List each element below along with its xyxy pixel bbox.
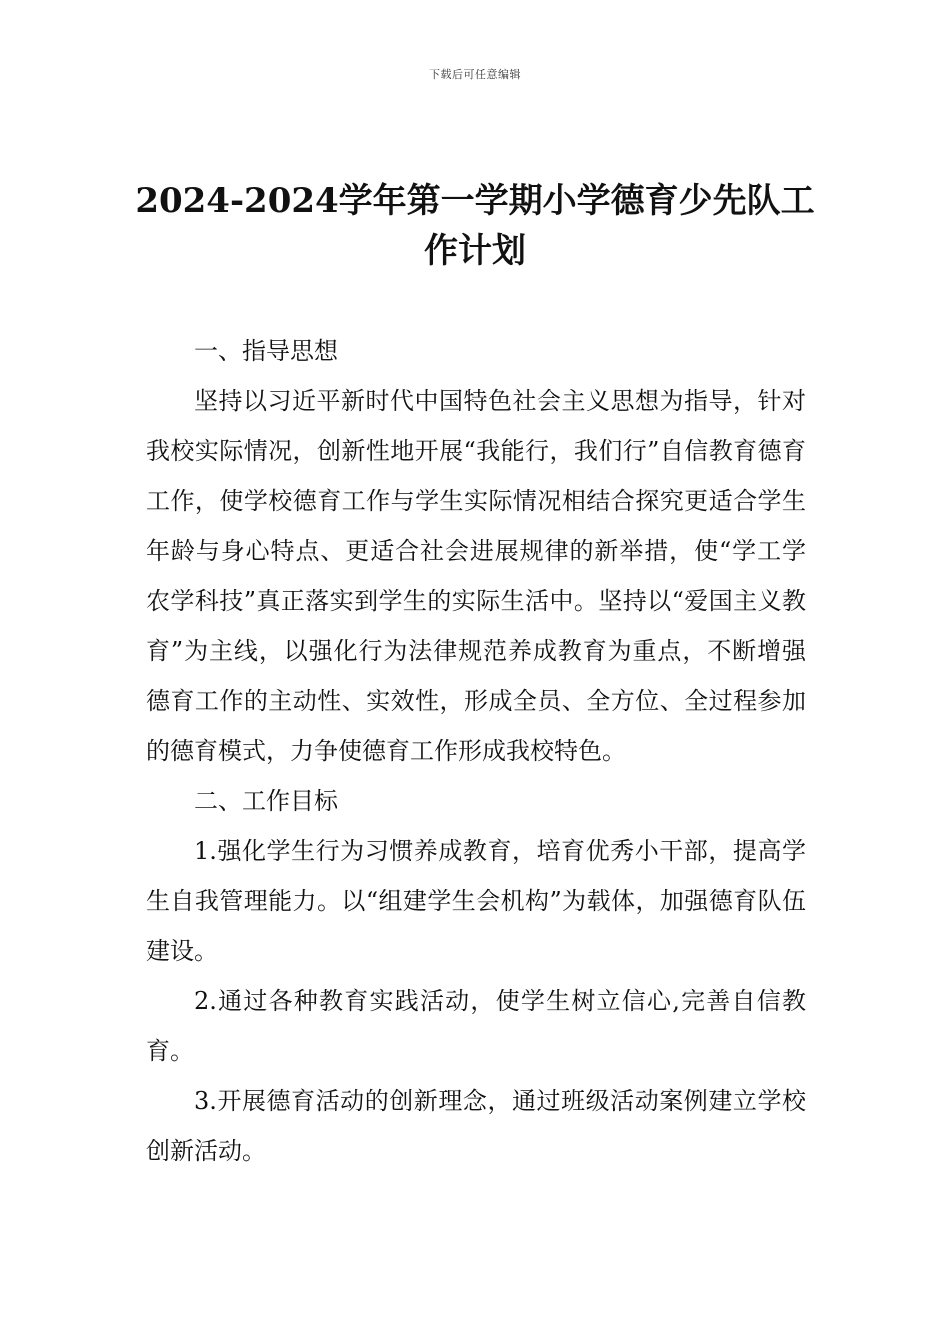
document-title: 2024-2024学年第一学期小学德育少先队工作计划 [135, 181, 815, 271]
paragraph-goal-2: 2.通过各种教育实践活动，使学生树立信心,完善自信教育。 [146, 987, 806, 1065]
paragraph-goal-1: 1.强化学生行为习惯养成教育，培育优秀小干部，提高学生自我管理能力。以“组建学生会机构”为载体，加强德育队伍建设。 [146, 837, 806, 965]
paragraph-goal-3: 3.开展德育活动的创新理念，通过班级活动案例建立学校创新活动。 [146, 1087, 806, 1165]
paragraph-guiding-ideology: 坚持以习近平新时代中国特色社会主义思想为指导，针对我校实际情况，创新性地开展“我能行，我们行”自信教育德育工作，使学校德育工作与学生实际情况相结合探究更适合学生年龄与身心特点、更适合社会进展规律的新举措，使“学工学农学科技”真正落实到学生的实际生活中。坚持以“爱国主义教育”为主线，以强化行为法律规范养成教育为重点，不断增强德育工作的主动性、实效性，形成全员、全方位、全过程参加的德育模式，力争使德育工作形成我校特色。 [146, 387, 806, 765]
section-heading-work-goals: 二、工作目标 [194, 787, 338, 815]
header-note: 下载后可任意编辑 [429, 68, 521, 81]
document-body [146, 326, 806, 1176]
section-heading-guiding-ideology: 一、指导思想 [194, 337, 338, 365]
